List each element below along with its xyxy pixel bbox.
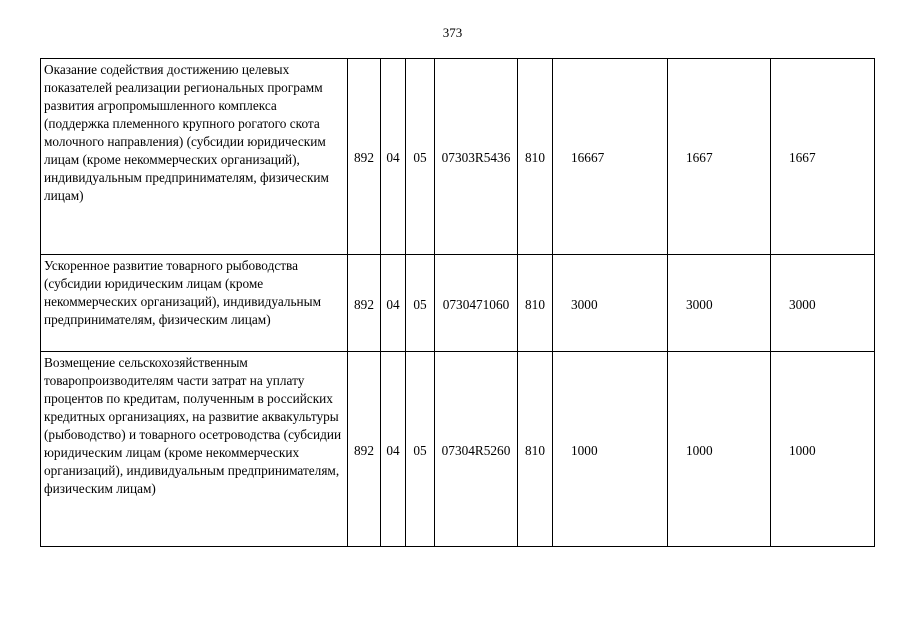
table-row xyxy=(41,255,875,352)
section-code: 04 xyxy=(381,59,406,255)
ministry-code: 892 xyxy=(348,352,381,547)
amount-year-1: 1000 xyxy=(553,352,668,547)
amount-year-2: 1667 xyxy=(668,59,771,255)
budget-table xyxy=(40,58,875,547)
row-description: Оказание содействия достижению целевых показателей реализации региональных программ развития агропромышленного комплекса (поддержка племенного крупного рогатого скота молочного направления) (субсидии юридическим лицам (кроме некоммерческих организаций), индивидуальным предпринимателям, физическим лицам) xyxy=(41,59,348,255)
section-code: 04 xyxy=(381,352,406,547)
amount-year-1: 16667 xyxy=(553,59,668,255)
target-article-code: 07303R5436 xyxy=(435,59,518,255)
target-article-code: 07304R5260 xyxy=(435,352,518,547)
row-description: Возмещение сельскохозяйственным товаропроизводителям части затрат на уплату процентов по кредитам, полученным в российских кредитных организациях, на развитие аквакультуры (рыбоводство) и товарного осетроводства (субсидии юридическим лицам (кроме некоммерческих организаций), индивидуальным предпринимателям, физическим лицам) xyxy=(41,352,348,547)
row-description: Ускоренное развитие товарного рыбоводства (субсидии юридическим лицам (кроме некоммерческих организаций), индивидуальным предпринимателям, физическим лицам) xyxy=(41,255,348,352)
amount-year-1: 3000 xyxy=(553,255,668,352)
amount-year-3: 3000 xyxy=(771,255,875,352)
amount-year-3: 1667 xyxy=(771,59,875,255)
page-number: 373 xyxy=(442,25,463,40)
table-row xyxy=(41,352,875,547)
table-row xyxy=(41,59,875,255)
expense-type-code: 810 xyxy=(518,59,553,255)
amount-year-2: 3000 xyxy=(668,255,771,352)
subsection-code: 05 xyxy=(406,59,435,255)
section-code: 04 xyxy=(381,255,406,352)
ministry-code: 892 xyxy=(348,59,381,255)
subsection-code: 05 xyxy=(406,255,435,352)
ministry-code: 892 xyxy=(348,255,381,352)
target-article-code: 0730471060 xyxy=(435,255,518,352)
amount-year-2: 1000 xyxy=(668,352,771,547)
amount-year-3: 1000 xyxy=(771,352,875,547)
subsection-code: 05 xyxy=(406,352,435,547)
expense-type-code: 810 xyxy=(518,352,553,547)
expense-type-code: 810 xyxy=(518,255,553,352)
